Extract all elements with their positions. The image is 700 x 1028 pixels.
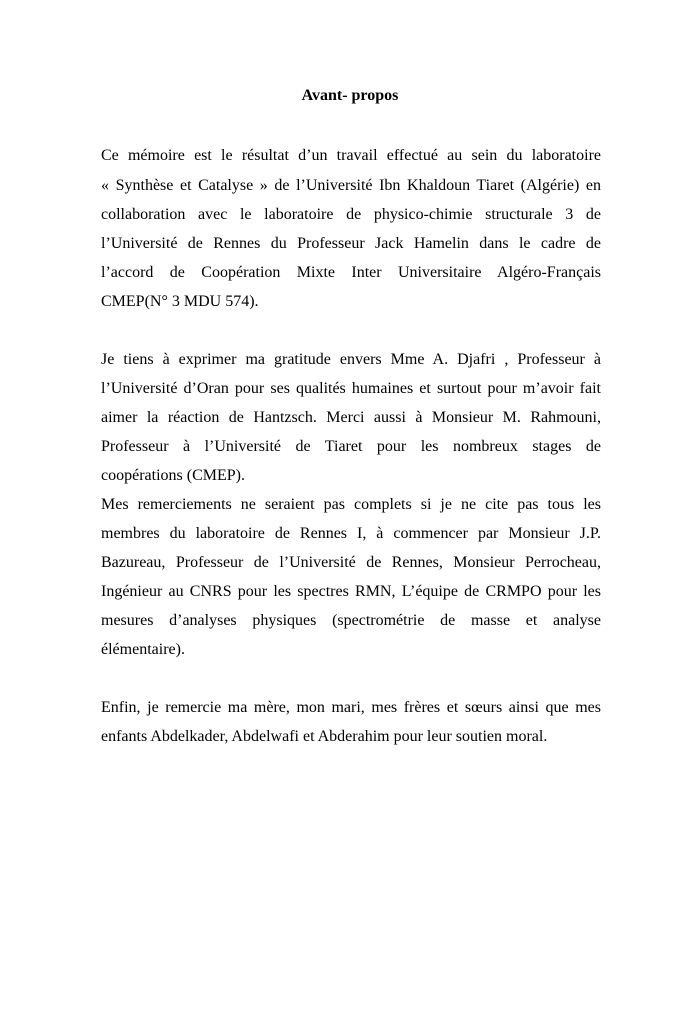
paragraph-3-line-3: Bazureau, Professeur de l’Université de Rennes, Monsieur Perrocheau, — [101, 554, 601, 571]
paragraph-2-line-5: coopérations (CMEP). — [101, 467, 245, 484]
paragraph-2-line-1: Je tiens à exprimer ma gratitude envers Mme A. Djafri , Professeur à — [101, 351, 601, 368]
page-title: Avant- propos — [301, 87, 399, 104]
paragraph-3-line-4: Ingénieur au CNRS pour les spectres RMN, L’équipe de CRMPO pour les — [101, 583, 601, 600]
paragraph-3-line-5: mesures d’analyses physiques (spectrométrie de masse et analyse — [101, 612, 601, 629]
paragraph-1-line-4: l’Université de Rennes du Professeur Jack Hamelin dans le cadre de — [101, 235, 601, 252]
paragraph-1-line-2: « Synthèse et Catalyse » de l’Université Ibn Khaldoun Tiaret (Algérie) en — [101, 177, 601, 194]
paragraph-2-line-3: aimer la réaction de Hantzsch. Merci aussi à Monsieur M. Rahmouni, — [101, 409, 601, 426]
paragraph-3-line-2: membres du laboratoire de Rennes I, à commencer par Monsieur J.P. — [101, 525, 601, 542]
paragraph-2-line-4: Professeur à l’Université de Tiaret pour les nombreux stages de — [101, 438, 601, 455]
paragraph-4-line-1: Enfin, je remercie ma mère, mon mari, mes frères et sœurs ainsi que mes — [101, 699, 601, 716]
paragraph-4-line-2: enfants Abdelkader, Abdelwafi et Abderahim pour leur soutien moral. — [101, 728, 548, 745]
paragraph-1-line-1: Ce mémoire est le résultat d’un travail effectué au sein du laboratoire — [101, 147, 601, 164]
paragraph-3-line-6: élémentaire). — [101, 641, 185, 658]
paragraph-2-line-2: l’Université d’Oran pour ses qualités humaines et surtout pour m’avoir fait — [101, 380, 601, 397]
paragraph-1-line-5: l’accord de Coopération Mixte Inter Universitaire Algéro-Français — [101, 264, 601, 281]
paragraph-3-line-1: Mes remerciements ne seraient pas complets si je ne cite pas tous les — [101, 496, 601, 513]
paragraph-1-line-3: collaboration avec le laboratoire de physico-chimie structurale 3 de — [101, 206, 601, 223]
paragraph-1-line-6: CMEP(N° 3 MDU 574). — [101, 293, 259, 310]
